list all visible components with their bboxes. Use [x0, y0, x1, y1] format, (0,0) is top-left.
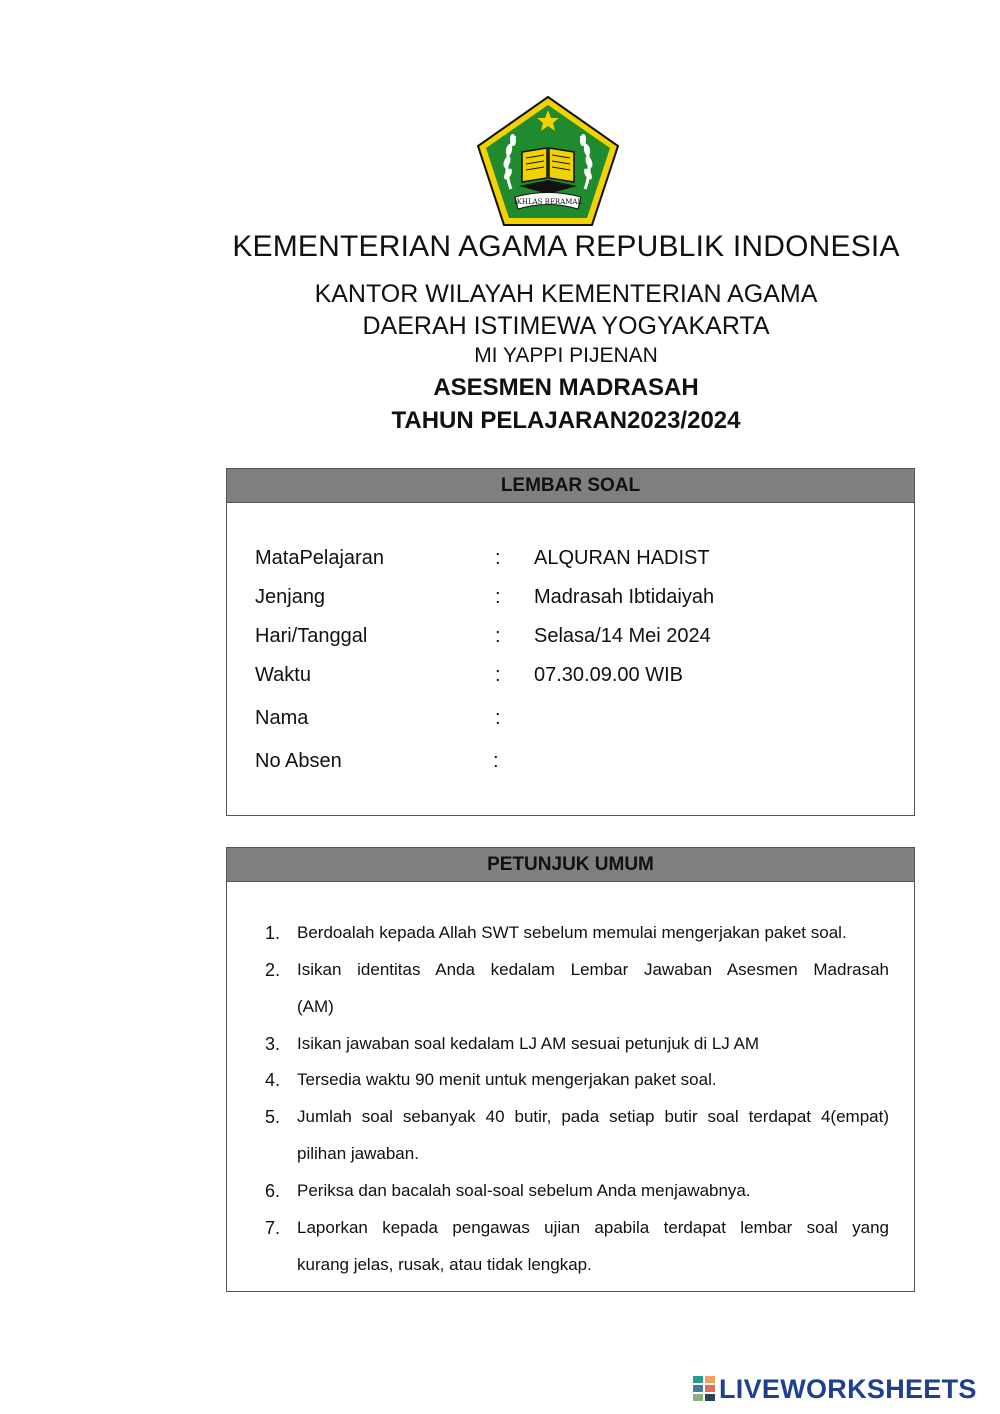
field-label: Jenjang — [255, 586, 326, 608]
instruction-text: Laporkan kepada pengawas ujian apabila terdapat lembar soal yang — [297, 1218, 889, 1237]
academic-year: TAHUN PELAJARAN2023/2024 — [391, 407, 741, 434]
instruction-text: Tersedia waktu 90 menit untuk mengerjakan paket soal. — [297, 1070, 717, 1089]
instruction-number: 7. — [265, 1218, 281, 1238]
field-colon: : — [495, 547, 501, 569]
lembar-soal-title: LEMBAR SOAL — [227, 469, 914, 503]
instruction-text: Periksa dan bacalah soal-soal sebelum Anda menjawabnya. — [297, 1181, 751, 1200]
field-label: MataPelajaran — [255, 547, 384, 569]
liveworksheets-logo-icon — [693, 1376, 715, 1402]
petunjuk-title: PETUNJUK UMUM — [227, 848, 914, 882]
field-colon: : — [495, 707, 501, 729]
watermark-text: LIVEWORKSHEETS — [719, 1373, 977, 1404]
field-label: Nama — [255, 707, 309, 729]
field-value: ALQURAN HADIST — [534, 547, 710, 569]
field-colon: : — [495, 586, 501, 608]
field-colon: : — [493, 750, 499, 772]
instruction-text: Isikan identitas Anda kedalam Lembar Jawaban Asesmen Madrasah — [297, 960, 889, 979]
ministry-title: KEMENTERIAN AGAMA REPUBLIK INDONESIA — [232, 230, 900, 263]
instruction-text: Jumlah soal sebanyak 40 butir, pada setiap butir soal terdapat 4(empat) — [297, 1107, 889, 1126]
kemenag-logo-icon — [475, 94, 621, 228]
field-value: Madrasah Ibtidaiyah — [534, 586, 715, 608]
exam-title: ASESMEN MADRASAH — [433, 374, 699, 401]
instruction-text: Berdoalah kepada Allah SWT sebelum memulai mengerjakan paket soal. — [297, 923, 847, 942]
instruction-text: pilihan jawaban. — [297, 1144, 419, 1163]
petunjuk-box — [226, 847, 915, 1292]
field-label: Hari/Tanggal — [255, 625, 368, 647]
instruction-text: kurang jelas, rusak, atau tidak lengkap. — [297, 1255, 592, 1274]
liveworksheets-watermark — [693, 1374, 977, 1404]
field-value: 07.30.09.00 WIB — [534, 664, 683, 686]
field-value: Selasa/14 Mei 2024 — [534, 625, 711, 647]
field-label: Waktu — [255, 664, 311, 686]
instruction-text: (AM) — [297, 997, 334, 1016]
instruction-number: 4. — [265, 1070, 281, 1090]
instruction-number: 2. — [265, 960, 281, 980]
field-label: No Absen — [255, 750, 342, 772]
logo-banner-text: IKHLAS BERAMAL — [513, 198, 583, 206]
instruction-number: 3. — [265, 1034, 281, 1054]
instruction-number: 6. — [265, 1181, 281, 1201]
school-name: MI YAPPI PIJENAN — [474, 344, 658, 367]
instruction-number: 1. — [265, 923, 281, 943]
instruction-text: Isikan jawaban soal kedalam LJ AM sesuai petunjuk di LJ AM — [297, 1034, 760, 1053]
field-colon: : — [495, 664, 501, 686]
region-title: DAERAH ISTIMEWA YOGYAKARTA — [362, 312, 770, 340]
field-colon: : — [495, 625, 501, 647]
lembar-soal-box — [226, 468, 915, 816]
office-title: KANTOR WILAYAH KEMENTERIAN AGAMA — [314, 280, 818, 308]
instruction-number: 5. — [265, 1107, 281, 1127]
